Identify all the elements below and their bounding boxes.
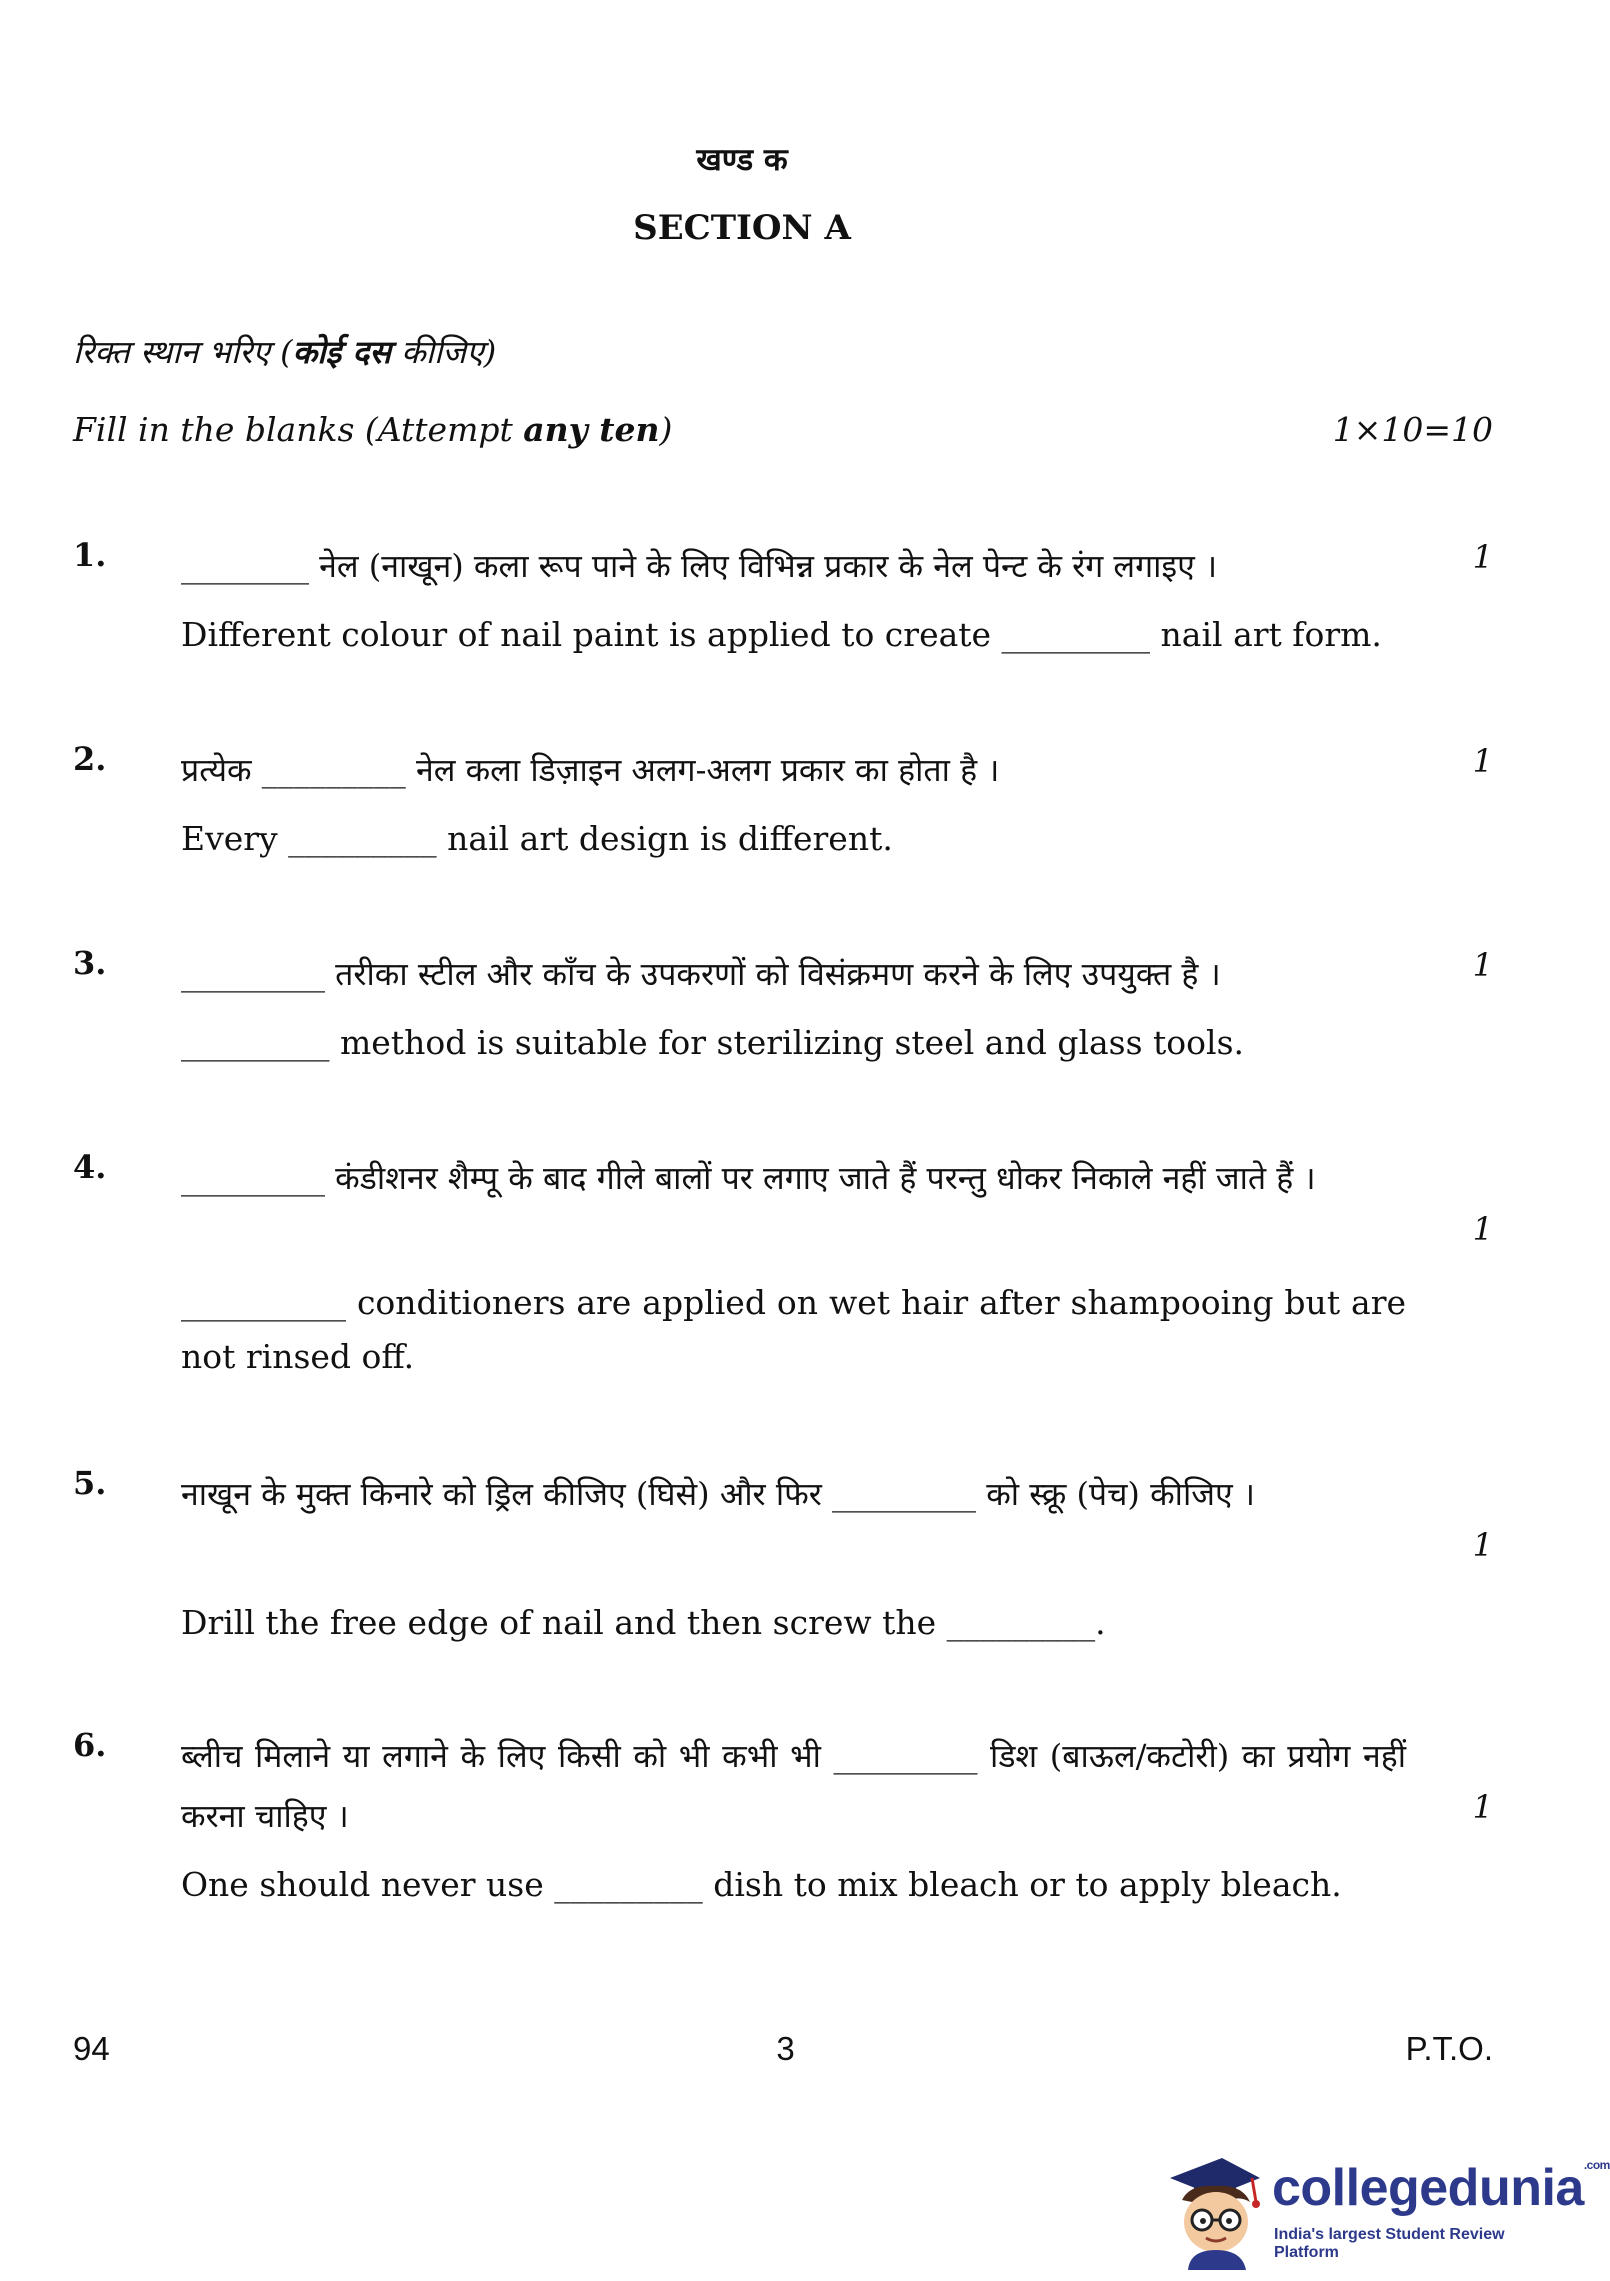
brand-domain: .com	[1583, 2158, 1610, 2172]
brand-name	[1272, 2158, 1610, 2218]
question-text-hindi: नाखून के मुक्त किनारे को ड्रिल कीजिए (घिसे) और फिर _________ को स्क्रू (पेच) कीजिए ।	[181, 1475, 1255, 1513]
question-text-english: Every _________ nail art design is different.	[181, 819, 893, 858]
question-marks: 1	[1472, 1788, 1493, 1826]
question-number: 2.	[73, 740, 107, 778]
brand-tagline: India's largest Student Review Platform	[1274, 2226, 1505, 2261]
question-text-english: One should never use _________ dish to mix bleach or to apply bleach.	[181, 1865, 1342, 1904]
total-marks: 1×10=10	[1332, 410, 1493, 449]
question-number: 4.	[73, 1148, 107, 1186]
question-number: 6.	[73, 1726, 107, 1764]
question-marks: 1	[1472, 1210, 1493, 1248]
question-text-hindi: प्रत्येक _________ नेल कला डिज़ाइन अलग-अलग प्रकार का होता है ।	[181, 751, 1000, 789]
mascot-icon	[1160, 2150, 1270, 2270]
question-text-english: Drill the free edge of nail and then screw the _________.	[181, 1603, 1106, 1642]
question-number: 5.	[73, 1464, 107, 1502]
brand-name-text: collegedunia	[1272, 2159, 1584, 2217]
instruction-hindi-prefix: रिक्त स्थान भरिए (	[73, 333, 293, 371]
instruction-hindi-suffix: कीजिए)	[390, 333, 497, 371]
question-text-hindi: _________ कंडीशनर शैम्पू के बाद गीले बालों पर लगाए जाते हैं परन्तु धोकर निकाले नहीं जाते हैं ।	[181, 1159, 1316, 1197]
page-number: 3	[776, 2030, 795, 2067]
question-text-hindi: _________ तरीका स्टील और काँच के उपकरणों को विसंक्रमण करने के लिए उपयुक्त है ।	[181, 955, 1221, 993]
question-number: 1.	[73, 536, 107, 574]
instruction-hindi	[73, 330, 496, 373]
question-text-english: _________ method is suitable for sterilizing steel and glass tools.	[181, 1023, 1245, 1062]
instruction-english-bold: any ten	[523, 410, 660, 449]
section-title: SECTION A	[633, 208, 851, 248]
paper-code: 94	[73, 2030, 110, 2067]
instruction-english-suffix: )	[659, 410, 673, 449]
collegedunia-watermark	[1160, 2150, 1610, 2270]
question-text-english: __________ conditioners are applied on wet hair after shampooing but are not rinsed off.	[181, 1283, 1406, 1376]
question-text-hindi: ब्लीच मिलाने या लगाने के लिए किसी को भी कभी भी _________ डिश (बाऊल/कटोरी) का प्रयोग नहीं करना चाहिए ।	[181, 1737, 1406, 1835]
section-title-hindi: खण्ड क	[696, 142, 788, 178]
question-marks: 1	[1472, 946, 1493, 984]
question-number: 3.	[73, 944, 107, 982]
question-marks: 1	[1472, 742, 1493, 780]
instruction-english	[73, 410, 672, 449]
question-marks: 1	[1472, 1526, 1493, 1564]
instruction-hindi-bold: कोई दस	[292, 333, 391, 371]
question-text-hindi: ________ नेल (नाखून) कला रूप पाने के लिए विभिन्न प्रकार के नेल पेन्ट के रंग लगाइए ।	[181, 547, 1218, 585]
instruction-english-prefix: Fill in the blanks (Attempt	[73, 410, 524, 449]
question-text-english: Different colour of nail paint is applied to create _________ nail art form.	[181, 615, 1382, 654]
question-marks: 1	[1472, 538, 1493, 576]
pto-label: P.T.O.	[1405, 2030, 1493, 2067]
